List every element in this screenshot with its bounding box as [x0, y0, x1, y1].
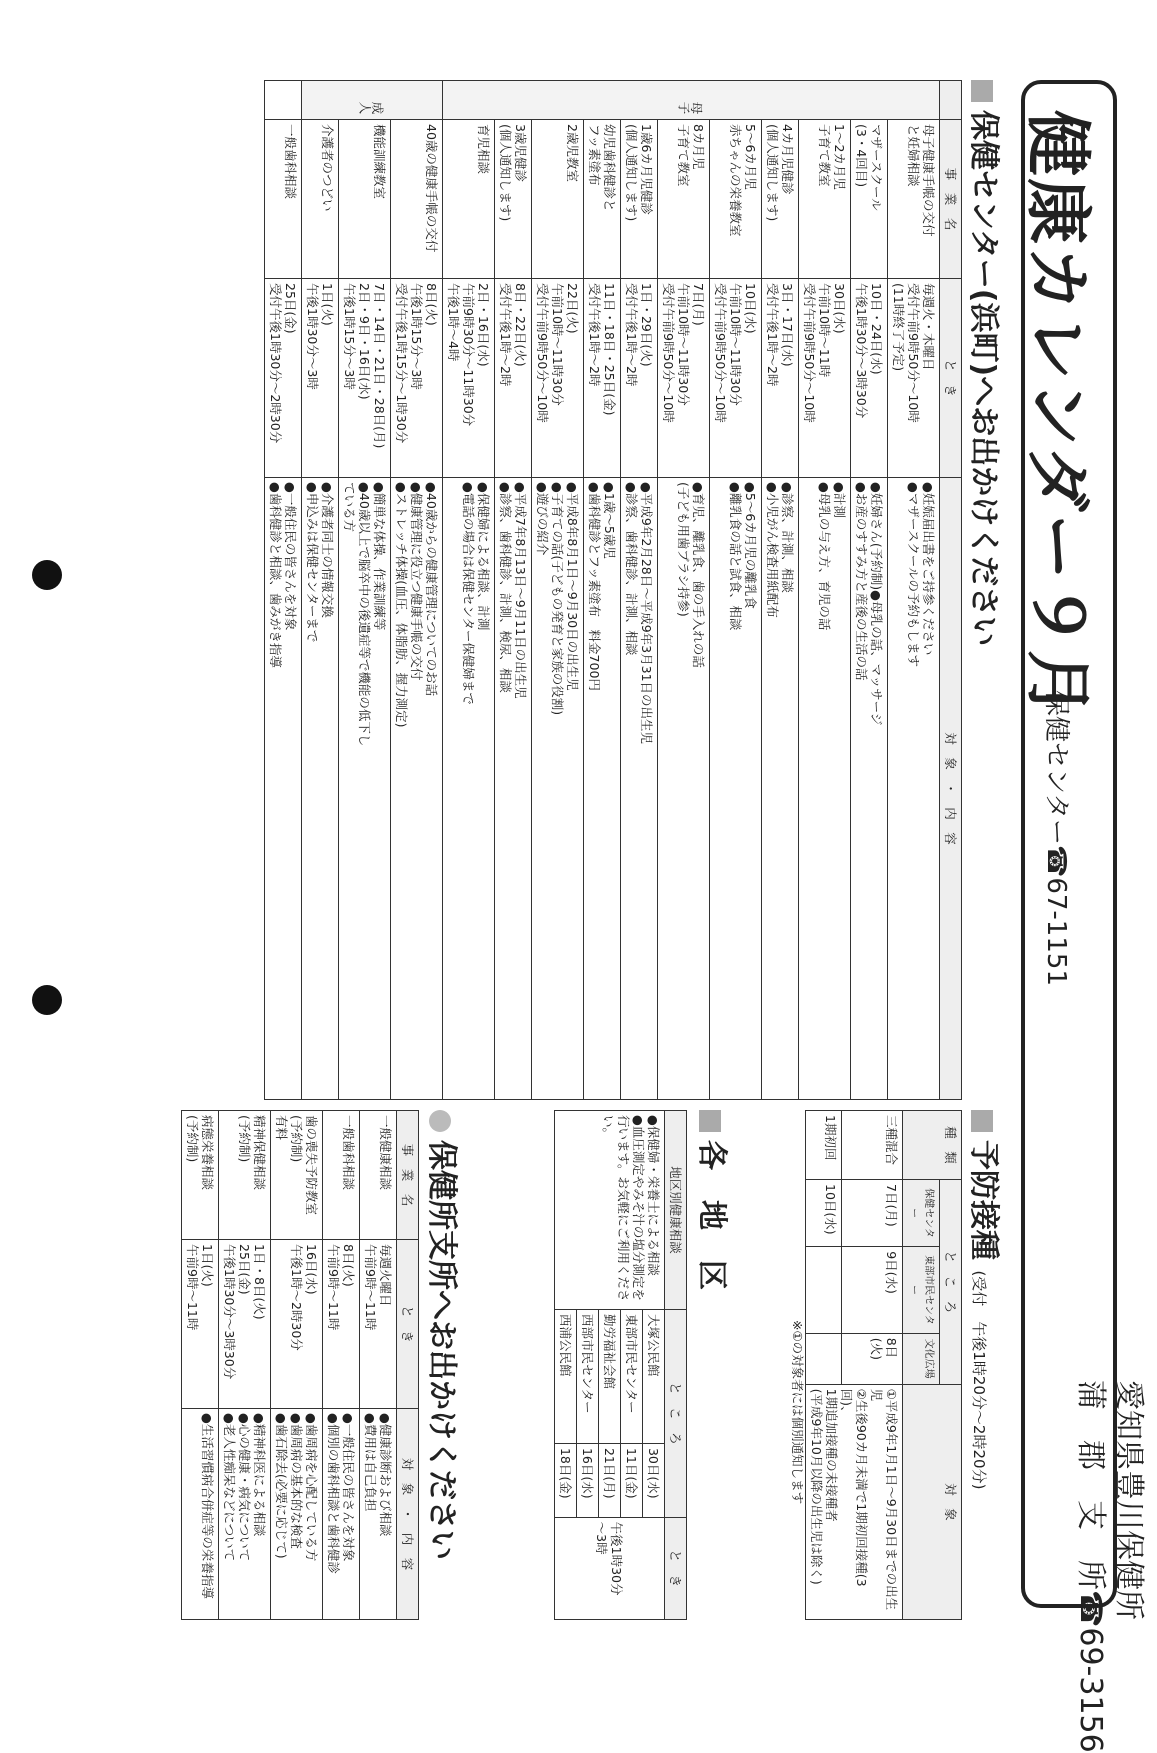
branch-program-name: 精神保健相談 (予約制): [219, 1111, 271, 1240]
group-label-boshi: 母子: [443, 81, 940, 120]
program-name: 1歳6カ月児健診 (個人通知します): [621, 120, 658, 279]
square-bullet-icon: [972, 1110, 994, 1132]
program-when: 2日・16日(水) 午前9時30分〜11時30分 午後1時〜4時: [443, 279, 495, 478]
program-name: 8カ月児 子育て教室: [658, 120, 710, 279]
program-name: 育児相談: [443, 120, 495, 279]
program-name: 機能訓練教室: [339, 120, 391, 279]
program-when: 8日・22日(火) 受付午後1時〜2時: [495, 279, 532, 478]
branch-program-when: 8日(火) 午前9時〜11時: [323, 1240, 360, 1409]
branch-office-info: [1071, 1380, 1147, 1753]
program-content: ●平成9年2月28日〜平成9年3月31日の出生児 ●診察、歯科健診、計測、相談: [621, 478, 658, 1100]
table-row: [888, 81, 940, 1100]
branch-program-when: 1日・8日(火) 25日(金) 午後1時30分〜3時30分: [219, 1240, 271, 1409]
table-row: [323, 1111, 360, 1620]
district-place: 勤労福祉会館: [599, 1310, 621, 1444]
table-row: [658, 81, 710, 1100]
program-name: マザースクール (3・4回目): [851, 120, 888, 279]
branch-program-content: ●歯周病を心配している方 ●歯周病の基本的な検査 ●歯石除去(必要に応じて): [271, 1409, 323, 1620]
program-content: ●妊娠届出書をご持参ください ●マザースクールの予約もします: [888, 478, 940, 1100]
table-row: [182, 1111, 219, 1620]
table-header: 事 業 名 と き 対 象 ・ 内 容: [940, 81, 962, 1100]
health-center-phone: 保健センター☎67-1151: [1041, 690, 1071, 986]
date-bunka-hiroba: [806, 1333, 842, 1384]
hc-section-heading: 保健センター(浜町)へお出かけください: [965, 80, 1009, 646]
program-when: 10日(水) 午前10時〜11時30分 受付午前9時50分〜10時: [710, 279, 762, 478]
districts-table: 地区別健康相談 と こ ろ と き ●保健婦・栄養士による相談 ●血圧測定やみそ汁の塩分測定を行います。お気軽にご利用ください。 大塚公民館 30日(水) 午後1時30分 〜3時 東部市民センター 11日(金) 勤労福祉会館 21日(月) 西部市民センター 16日(水) 西浦公民館 18日(金): [554, 1110, 687, 1620]
branch-program-content: ●一般住民の皆さんを対象 ●個別の歯科相談と歯科健診: [323, 1409, 360, 1620]
district-date: 18日(金): [555, 1443, 577, 1517]
branch-heading: 保健所支所へお出かけください: [423, 1110, 467, 1560]
branch-program-content: ●精神科医による相談 ●心の健康・病気について ●老人性痴呆などについて: [219, 1409, 271, 1620]
program-name: 介護者のつどい: [302, 120, 339, 279]
district-place: 西浦公民館: [555, 1310, 577, 1444]
district-description: ●保健婦・栄養士による相談 ●血圧測定やみそ汁の塩分測定を行います。お気軽にご利用ください。: [555, 1111, 665, 1310]
table-row: [762, 81, 799, 1100]
vaccine-kind: 三種混合: [842, 1111, 903, 1180]
table-row: [360, 1111, 397, 1620]
branch-table: 事 業 名 と き 対 象 ・ 内 容 一般健康相談 毎週火曜日 午前9時〜11時 ●健康診断および相談 ●費用は自己負担 一般歯科相談 8日(火) 午前9時〜11時 ●一般住民の皆さんを対象 ●個別の歯科相談と歯科健診 歯の喪失予防教室 (予約制) 有料 16日(水) 午後1時〜2時30分 ●歯周病を心配している方 ●歯周病の基本的な検査 ●歯石除去(必要に応じて) 精神保健相談 (予約制) 1日・8日(火) 25日(金) 午後1時30分〜3時30分 ●精神科医による相談 ●心の健康・病気について ●老人性痴呆などについて 病態栄養相談 (予約制) 1日(火) 午前9時〜11時 ●生活習慣病合併症等の栄養指導: [181, 1110, 419, 1620]
org-branch-phone: 蒲 郡 支 所☎69-3156: [1073, 1380, 1108, 1753]
program-content: ●平成7年8月13日〜9月11日の出生児 ●診察、歯科健診、計測、検尿、相談: [495, 478, 532, 1100]
program-when: 11日・18日・25日(金) 受付午後1時〜2時: [584, 279, 621, 478]
program-name: 4カ月児健診 (個人通知します): [762, 120, 799, 279]
vaccination-heading: 予防接種 (受付 午後1時20分〜2時20分): [965, 1110, 1009, 1489]
program-when: 3日・17日(水) 受付午後1時〜2時: [762, 279, 799, 478]
program-when: 毎週火・木曜日 受付午前9時50分〜10時 (11時終了予定): [888, 279, 940, 478]
branch-program-content: ●生活習慣病合併症等の栄養指導: [182, 1409, 219, 1620]
branch-program-name: 歯の喪失予防教室 (予約制) 有料: [271, 1111, 323, 1240]
table-row: [584, 81, 621, 1100]
table-row: [643, 1111, 665, 1620]
program-name: 母子健康手帳の交付 と妊婦相談: [888, 120, 940, 279]
table-row: [443, 81, 495, 1100]
program-content: ●40歳からの健康管理についてのお話 ●健康管理に役立つ健康手帳の交付 ●ストレッチ体操(血圧、体脂肪、握力測定): [391, 478, 443, 1100]
program-content: ●妊婦さん(予約制)●母乳の話、マッサージ ●お産のすすみ方と産後の生活の話: [851, 478, 888, 1100]
program-when: 22日(火) 午前10時〜11時30分 受付午前9時50分〜10時: [532, 279, 584, 478]
program-content: ●簡単な体操、作業訓練等 ●40歳以上で脳卒中の後遺症等で機能の低下し ている方: [339, 478, 391, 1100]
date-health-center: 10日(水): [806, 1180, 842, 1247]
district-place: 西部市民センター: [577, 1310, 599, 1444]
program-name: 1〜2カ月児 子育て教室: [799, 120, 851, 279]
date-tobu-center: 9日(水): [842, 1247, 903, 1333]
district-date: 11日(金): [621, 1443, 643, 1517]
vaccine-kind: 1期初回: [806, 1111, 842, 1180]
program-content: ●育児、離乳食、歯の手入れの話 (子ども用歯ブラシ持参): [658, 478, 710, 1100]
vaccine-target: ①平成9年1月1日〜9月30日までの出生児 ②生後90カ月未満で1期初回接種(3回)、 1期追加接種の未接種者 (平成9年10月以降の出生児は除く): [806, 1384, 903, 1619]
district-time: 午後1時30分 〜3時: [555, 1517, 665, 1619]
program-name: 2歳児教室: [532, 120, 584, 279]
table-row: [799, 81, 851, 1100]
program-when: 25日(金) 受付午後1時30分〜2時30分: [265, 279, 302, 478]
table-row: [219, 1111, 271, 1620]
district-date: 16日(水): [577, 1443, 599, 1517]
vaccination-reception-note: (受付 午後1時20分〜2時20分): [970, 1270, 988, 1490]
table-row: [710, 81, 762, 1100]
program-content: ●保健婦による相談、計測 ●電話の場合は保健センター保健婦まで: [443, 478, 495, 1100]
table-row: [339, 81, 391, 1100]
health-center-table: [264, 80, 962, 1100]
table-row: [391, 81, 443, 1100]
program-content: ●5〜6カ月児の離乳食 ●離乳食の話と試食、相談: [710, 478, 762, 1100]
program-when: 1日(火) 午後1時30分〜3時: [302, 279, 339, 478]
program-content: ●計測 ●母乳の与え方、育児の話: [799, 478, 851, 1100]
table-row: [842, 1111, 903, 1620]
branch-program-name: 病態栄養相談 (予約制): [182, 1111, 219, 1240]
table-row: [851, 81, 888, 1100]
date-health-center: 7日(月): [842, 1180, 903, 1247]
org-name: 愛知県豊川保健所: [1111, 1380, 1146, 1620]
branch-program-when: 16日(水) 午後1時〜2時30分: [271, 1240, 323, 1409]
date-tobu-center: [806, 1247, 842, 1333]
branch-program-name: 一般歯科相談: [323, 1111, 360, 1240]
vaccination-footnote: ※①の対象者には個別通知します: [790, 1320, 805, 1505]
table-row: [265, 81, 302, 1100]
program-name: 40歳の健康手帳の交付: [391, 120, 443, 279]
district-date: 30日(水): [643, 1443, 665, 1517]
district-place: 大塚公民館: [643, 1310, 665, 1444]
vaccination-table: 種 類 と こ ろ 対 象 保健センター 東部市民センター 文化広場 三種混合 7日(月) 9日(水) 8日(火) ①平成9年1月1日〜9月30日までの出生児 ②生後90カ月未満で1期初回接種(3回)、 1期追加接種の未接種者 (平成9年10月以降の出生児は除く) 1期初回 10日(水): [805, 1110, 962, 1620]
branch-program-when: 1日(火) 午前9時〜11時: [182, 1240, 219, 1409]
circle-bullet-icon: [430, 1110, 452, 1132]
program-name: 一般歯科相談: [265, 120, 302, 279]
program-content: ●一般住民の皆さんを対象 ●歯科健診と相談、歯みがき指導: [265, 478, 302, 1100]
table-row: [532, 81, 584, 1100]
group-label-seijin: 成人: [302, 81, 443, 120]
program-when: 1日・29日(火) 受付午後1時〜2時: [621, 279, 658, 478]
program-name: 幼児歯科健診と フッ素塗布: [584, 120, 621, 279]
group-spacer: [265, 81, 302, 120]
program-content: ●平成8年8月1日〜9月30日の出生児 ●子育ての話(子どもの発育と家族の役割) ●遊びの紹介: [532, 478, 584, 1100]
table-row: [271, 1111, 323, 1620]
date-bunka-hiroba: 8日(火): [842, 1333, 903, 1384]
table-row: [302, 81, 339, 1100]
program-when: 30日(水) 午前10時〜11時 受付午前9時50分〜10時: [799, 279, 851, 478]
program-when: 7日(月) 午前10時〜11時30分 受付午前9時50分〜10時: [658, 279, 710, 478]
branch-program-name: 一般健康相談: [360, 1111, 397, 1240]
program-content: ●診察、計測、相談 ●小児がん検査用紙配布: [762, 478, 799, 1100]
branch-program-content: ●健康診断および相談 ●費用は自己負担: [360, 1409, 397, 1620]
district-date: 21日(月): [599, 1443, 621, 1517]
square-bullet-icon: [700, 1110, 722, 1132]
districts-heading: 各 地 区: [693, 1110, 737, 1290]
district-place: 東部市民センター: [621, 1310, 643, 1444]
table-row: [495, 81, 532, 1100]
program-content: ●1歳〜5歳児 ●歯科健診とフッ素塗布 料金700円: [584, 478, 621, 1100]
table-row: [621, 81, 658, 1100]
program-when: 8日(火) 午後1時15分〜3時 受付午後1時15分〜1時30分: [391, 279, 443, 478]
program-when: 7日・14日・21日・28日(月) 2日・9日・16日(水) 午後1時15分〜3時: [339, 279, 391, 478]
branch-program-when: 毎週火曜日 午前9時〜11時: [360, 1240, 397, 1409]
page-title: 健康カレンダー９月: [1019, 110, 1096, 718]
program-name: 3歳児健診 (個人通知します): [495, 120, 532, 279]
program-name: 5〜6カ月児 赤ちゃんの栄養教室: [710, 120, 762, 279]
square-bullet-icon: [972, 80, 994, 102]
program-when: 10日・24日(水) 午後1時30分〜3時30分: [851, 279, 888, 478]
program-content: ●介護者同士の情報交換 ●申込みは保健センターまで: [302, 478, 339, 1100]
